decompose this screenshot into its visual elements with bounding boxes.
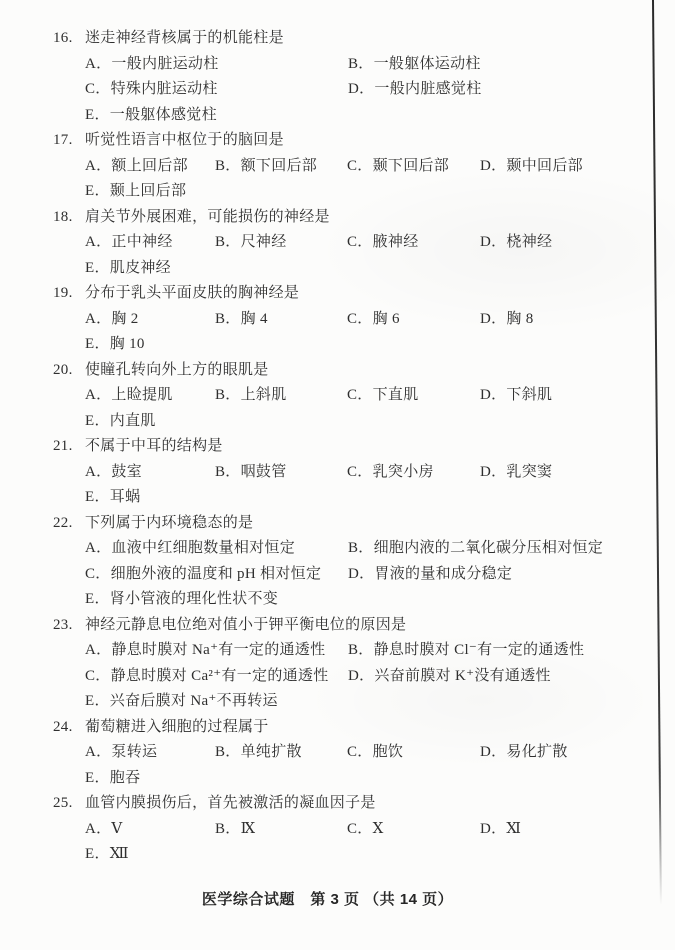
- question-stem: 听觉性语言中枢位于的脑回是: [85, 132, 284, 148]
- options-row: [85, 383, 675, 409]
- option-C: C．静息时膜对 Ca²⁺有一定的通透性: [85, 667, 329, 684]
- option-D: D．兴奋前膜对 K⁺没有通透性: [348, 667, 551, 684]
- question-stem-line: [53, 613, 675, 639]
- option-E: E．胸 10: [85, 336, 145, 352]
- option-D: D．Ⅺ: [480, 820, 522, 837]
- question-23: [0, 613, 675, 715]
- options-row: [85, 179, 675, 205]
- question-stem: 下列属于内环境稳态的是: [85, 514, 254, 531]
- option-C: C．细胞外液的温度和 pH 相对恒定: [85, 565, 322, 582]
- options-row: [85, 740, 675, 766]
- options-row: [85, 689, 675, 715]
- option-D: D．颞中回后部: [480, 157, 583, 174]
- option-D: D．乳突窦: [480, 463, 553, 480]
- option-E: E．Ⅻ: [85, 846, 129, 862]
- option-E: E．肌皮神经: [85, 259, 171, 276]
- option-E: E．兴奋后膜对 Na⁺不再转运: [85, 693, 278, 709]
- options-row: [85, 307, 675, 333]
- option-A: A．一般内脏运动柱: [85, 55, 219, 72]
- options-row: [85, 536, 675, 562]
- page-footer: 医学综合试题 第 3 页 （共 14 页）: [201, 891, 454, 908]
- options-row: [85, 842, 675, 868]
- options-row: [85, 460, 675, 486]
- option-B: B．Ⅸ: [215, 820, 256, 837]
- option-E: E．一般躯体感觉柱: [85, 106, 217, 123]
- option-C: C．颞下回后部: [347, 157, 450, 174]
- question-stem-line: [53, 205, 675, 231]
- question-stem-line: [53, 281, 675, 307]
- question-19: [0, 281, 675, 358]
- question-stem-line: [53, 128, 675, 154]
- option-B: B．咽鼓管: [215, 463, 287, 480]
- question-22: [0, 511, 675, 613]
- question-stem-line: [53, 434, 675, 460]
- question-16: [0, 26, 675, 128]
- question-stem: 血管内膜损伤后，首先被激活的凝血因子是: [85, 795, 376, 811]
- question-number: 25.: [53, 795, 73, 811]
- options-row: [85, 332, 675, 358]
- options-row: [85, 817, 675, 843]
- question-number: 22.: [53, 514, 73, 531]
- option-B: B．尺神经: [215, 234, 287, 250]
- option-A: A．胸 2: [85, 310, 139, 327]
- question-stem-line: [53, 791, 675, 817]
- options-row: [85, 256, 675, 282]
- question-20: [0, 358, 675, 435]
- options-row: [85, 485, 675, 511]
- question-number: 21.: [53, 438, 73, 454]
- question-stem: 分布于乳头平面皮肤的胸神经是: [85, 285, 300, 301]
- option-B: B．额下回后部: [215, 157, 318, 174]
- option-B: B．细胞内液的二氧化碳分压相对恒定: [348, 540, 604, 556]
- option-A: A．额上回后部: [85, 157, 188, 174]
- question-number: 24.: [53, 718, 73, 735]
- question-24: [0, 715, 675, 792]
- question-stem: 肩关节外展困难，可能损伤的神经是: [85, 208, 330, 225]
- option-A: A．鼓室: [85, 463, 143, 480]
- option-B: B．静息时膜对 Cl⁻有一定的通透性: [348, 642, 585, 658]
- option-A: A．正中神经: [85, 234, 173, 250]
- option-E: E．肾小管液的理化性状不变: [85, 591, 279, 607]
- options-row: [85, 638, 675, 664]
- option-C: C．乳突小房: [347, 463, 434, 480]
- options-row: [85, 562, 675, 588]
- option-C: C．胞饮: [347, 744, 404, 760]
- options-row: [85, 230, 675, 256]
- option-B: B．单纯扩散: [215, 744, 302, 760]
- option-B: B．一般躯体运动柱: [348, 55, 481, 72]
- options-row: [85, 766, 675, 792]
- option-C: C．胸 6: [347, 310, 400, 327]
- option-D: D．易化扩散: [480, 744, 568, 760]
- question-stem: 葡萄糖进入细胞的过程属于: [85, 718, 269, 735]
- question-number: 17.: [53, 132, 73, 148]
- question-stem-line: [53, 715, 675, 741]
- option-E: E．颞上回后部: [85, 183, 187, 199]
- option-C: C．腋神经: [347, 234, 419, 250]
- question-stem: 使瞳孔转向外上方的眼肌是: [85, 361, 269, 378]
- question-number: 19.: [53, 285, 73, 301]
- options-row: [85, 664, 675, 690]
- option-A: A．泵转运: [85, 744, 158, 760]
- question-stem-line: [53, 358, 675, 384]
- question-number: 18.: [53, 208, 73, 225]
- option-A: A．静息时膜对 Na⁺有一定的通透性: [85, 642, 326, 658]
- option-A: A．血液中红细胞数量相对恒定: [85, 540, 296, 556]
- option-E: E．内直肌: [85, 412, 156, 429]
- option-A: A．上睑提肌: [85, 387, 173, 403]
- option-C: C．特殊内脏运动柱: [85, 81, 218, 97]
- option-B: B．胸 4: [215, 310, 268, 327]
- question-number: 16.: [53, 30, 73, 46]
- option-D: D．胸 8: [480, 310, 534, 327]
- option-C: C．下直肌: [347, 387, 419, 403]
- option-D: D．胃液的量和成分稳定: [348, 565, 513, 582]
- question-17: [0, 128, 675, 205]
- option-B: B．上斜肌: [215, 387, 287, 403]
- option-D: D．一般内脏感觉柱: [348, 81, 482, 97]
- question-21: [0, 434, 675, 511]
- option-D: D．桡神经: [480, 234, 553, 250]
- options-row: [85, 409, 675, 435]
- option-E: E．胞吞: [85, 769, 141, 786]
- options-row: [85, 52, 675, 78]
- question-stem: 神经元静息电位绝对值小于钾平衡电位的原因是: [85, 616, 407, 633]
- question-list: [0, 26, 675, 868]
- question-stem-line: [53, 511, 675, 537]
- question-stem-line: [53, 26, 675, 52]
- option-D: D．下斜肌: [480, 387, 553, 403]
- options-row: [85, 154, 675, 180]
- question-number: 23.: [53, 616, 73, 633]
- question-stem: 迷走神经背核属于的机能柱是: [85, 30, 284, 46]
- options-row: [85, 587, 675, 613]
- option-A: A．Ⅴ: [85, 820, 123, 837]
- options-row: [85, 77, 675, 103]
- option-C: C．Ⅹ: [347, 820, 384, 837]
- question-25: [0, 791, 675, 868]
- question-number: 20.: [53, 361, 73, 378]
- question-stem: 不属于中耳的结构是: [85, 438, 223, 454]
- question-18: [0, 205, 675, 282]
- options-row: [85, 103, 675, 129]
- option-E: E．耳蜗: [85, 489, 141, 505]
